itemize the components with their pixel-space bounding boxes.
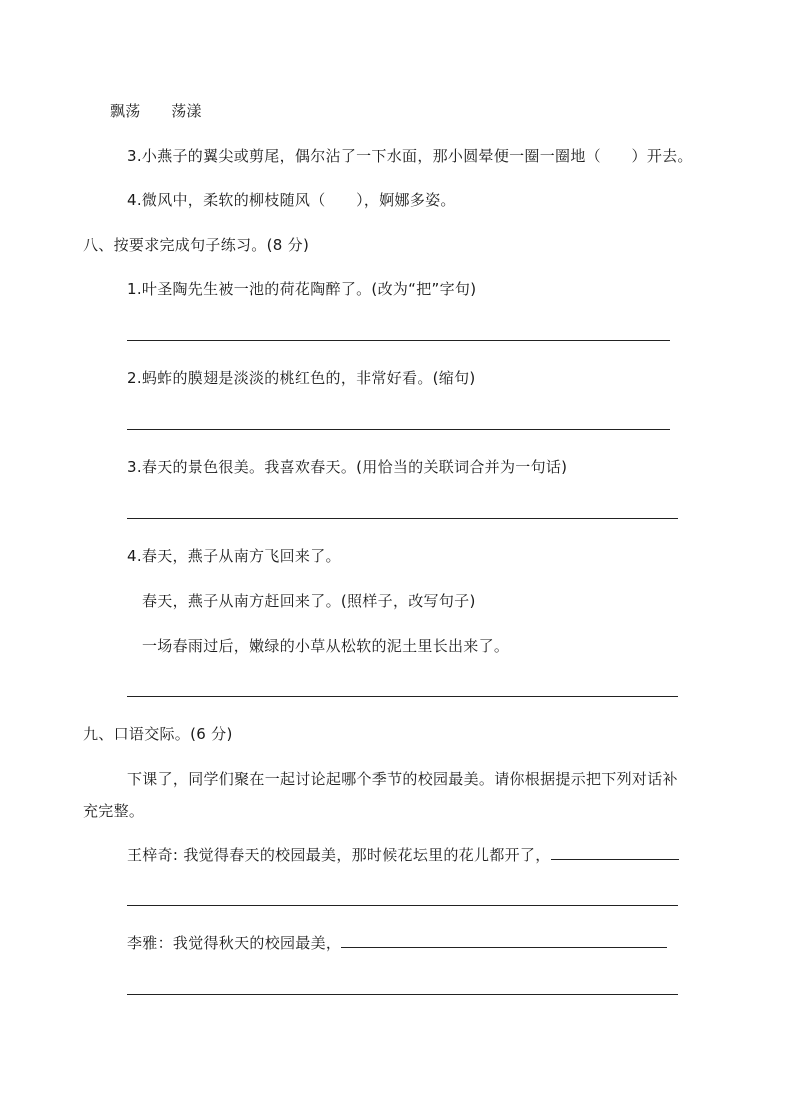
answer-line-wang[interactable]	[127, 905, 678, 906]
question-8-2: 2.蚂蚱的膜翅是淡淡的桃红色的，非常好看。(缩句)	[127, 369, 476, 387]
section-8-heading: 八、按要求完成句子练习。(8 分)	[83, 236, 310, 254]
question-8-3: 3.春天的景色很美。我喜欢春天。(用恰当的关联词合并为一句话)	[127, 458, 568, 476]
dialogue-wang-text: 王梓奇: 我觉得春天的校园最美，那时候花坛里的花儿都开了，	[127, 846, 551, 864]
question-8-4-example-a: 4.春天，燕子从南方飞回来了。	[127, 547, 341, 565]
question-7-3: 3.小燕子的翼尖或剪尾，偶尔沾了一下水面，那小圆晕便一圈一圈地（ ）开去。	[127, 147, 693, 165]
question-8-1: 1.叶圣陶先生被一池的荷花陶醉了。(改为“把”字句)	[127, 280, 477, 298]
answer-line-li[interactable]	[127, 994, 678, 995]
answer-line-8-1[interactable]	[127, 340, 670, 341]
dialogue-wang	[127, 845, 679, 865]
answer-line-li-inline[interactable]	[341, 933, 667, 948]
answer-line-8-3[interactable]	[127, 518, 678, 519]
answer-line-8-4[interactable]	[127, 696, 678, 697]
answer-line-8-2[interactable]	[127, 429, 670, 430]
question-8-4-target: 一场春雨过后，嫩绿的小草从松软的泥土里长出来了。	[142, 637, 510, 655]
section-9-prompt-line-2: 充完整。	[83, 802, 145, 820]
dialogue-li	[127, 933, 667, 953]
question-8-4-example-b: 春天，燕子从南方赶回来了。(照样子，改写句子)	[142, 592, 476, 610]
word-options: 飘荡 荡漾	[110, 102, 202, 120]
section-9-prompt-line-1: 下课了，同学们聚在一起讨论起哪个季节的校园最美。请你根据提示把下列对话补	[127, 770, 678, 788]
dialogue-li-text: 李雅：我觉得秋天的校园最美，	[127, 934, 342, 952]
question-7-4: 4.微风中，柔软的柳枝随风（ ），婀娜多姿。	[127, 191, 456, 209]
section-9-heading: 九、口语交际。(6 分)	[83, 725, 233, 743]
answer-line-wang-inline[interactable]	[551, 845, 679, 860]
